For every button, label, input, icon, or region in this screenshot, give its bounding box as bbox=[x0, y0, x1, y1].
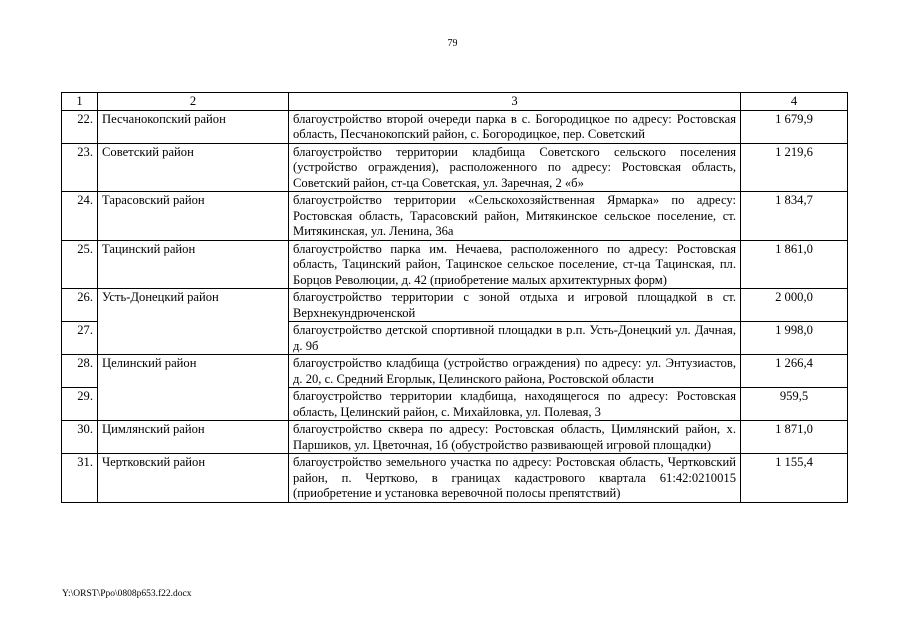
amount: 1 834,7 bbox=[741, 192, 848, 241]
district-name: Чертковский район bbox=[98, 454, 289, 503]
amount: 1 998,0 bbox=[741, 322, 848, 355]
row-number: 31. bbox=[62, 454, 98, 503]
districts-table bbox=[61, 92, 848, 503]
page-number: 79 bbox=[447, 38, 458, 49]
row-number: 22. bbox=[62, 110, 98, 143]
table-row bbox=[62, 110, 848, 143]
district-name: Тарасовский район bbox=[98, 192, 289, 241]
description: благоустройство детской спортивной площадки в р.п. Усть-Донецкий ул. Дачная, д. 9б bbox=[289, 322, 741, 355]
description: благоустройство второй очереди парка в с. Богородицкое по адресу: Ростовская область, Песчанокопский район, с. Богородицкое, пер. Советский bbox=[289, 110, 741, 143]
district-name: Советский район bbox=[98, 143, 289, 192]
row-number: 25. bbox=[62, 240, 98, 289]
description: благоустройство территории кладбища, находящегося по адресу: Ростовская область, Целинский район, с. Михайловка, ул. Полевая, 3 bbox=[289, 388, 741, 421]
amount: 1 155,4 bbox=[741, 454, 848, 503]
description: благоустройство сквера по адресу: Ростовская область, Цимлянский район, х. Паршиков, ул. Цветочная, 1б (обустройство развивающей игровой площадки) bbox=[289, 421, 741, 454]
row-number: 23. bbox=[62, 143, 98, 192]
table-row bbox=[62, 421, 848, 454]
table-row bbox=[62, 355, 848, 388]
amount: 1 861,0 bbox=[741, 240, 848, 289]
description: благоустройство территории с зоной отдыха и игровой площадкой в ст. Верхнекундрюченской bbox=[289, 289, 741, 322]
table-row bbox=[62, 289, 848, 322]
table-header-row bbox=[62, 93, 848, 111]
description: благоустройство территории кладбища Советского сельского поселения (устройство ограждения), расположенного по адресу: Ростовская область, Советский район, ст-ца Советская, ул. Заречная, 2 «б» bbox=[289, 143, 741, 192]
district-name: Цимлянский район bbox=[98, 421, 289, 454]
district-name: Целинский район bbox=[98, 355, 289, 421]
header-cell: 1 bbox=[62, 93, 98, 111]
file-path-footer: Y:\ORST\Ppo\0808p653.f22.docx bbox=[62, 589, 192, 599]
amount: 1 871,0 bbox=[741, 421, 848, 454]
header-cell: 4 bbox=[741, 93, 848, 111]
amount: 1 679,9 bbox=[741, 110, 848, 143]
table-row bbox=[62, 192, 848, 241]
description: благоустройство земельного участка по адресу: Ростовская область, Чертковский район, п. Чертково, в границах кадастрового квартала 61:42:0210015 (приобретение и установка веревочной полосы препятствий) bbox=[289, 454, 741, 503]
row-number: 24. bbox=[62, 192, 98, 241]
header-cell: 3 bbox=[289, 93, 741, 111]
district-name: Песчанокопский район bbox=[98, 110, 289, 143]
district-name: Тацинский район bbox=[98, 240, 289, 289]
amount: 959,5 bbox=[741, 388, 848, 421]
row-number: 30. bbox=[62, 421, 98, 454]
row-number: 28. bbox=[62, 355, 98, 388]
row-number: 26. bbox=[62, 289, 98, 322]
table-row bbox=[62, 143, 848, 192]
amount: 2 000,0 bbox=[741, 289, 848, 322]
description: благоустройство кладбища (устройство ограждения) по адресу: ул. Энтузиастов, д. 20, с. Средний Егорлык, Целинского района, Ростовской области bbox=[289, 355, 741, 388]
row-number: 27. bbox=[62, 322, 98, 355]
description: благоустройство парка им. Нечаева, расположенного по адресу: Ростовская область, Тацинский район, Тацинское сельское поселение, ст-ца Тацинская, пл. Борцов Революции, д. 42 (приобретение малых архитектурных форм) bbox=[289, 240, 741, 289]
header-cell: 2 bbox=[98, 93, 289, 111]
table-row bbox=[62, 454, 848, 503]
district-name: Усть-Донецкий район bbox=[98, 289, 289, 355]
table-row bbox=[62, 240, 848, 289]
amount: 1 266,4 bbox=[741, 355, 848, 388]
amount: 1 219,6 bbox=[741, 143, 848, 192]
row-number: 29. bbox=[62, 388, 98, 421]
description: благоустройство территории «Сельскохозяйственная Ярмарка» по адресу: Ростовская область, Тарасовский район, Митякинское сельское поселение, ст. Митякинская, ул. Ленина, 36а bbox=[289, 192, 741, 241]
